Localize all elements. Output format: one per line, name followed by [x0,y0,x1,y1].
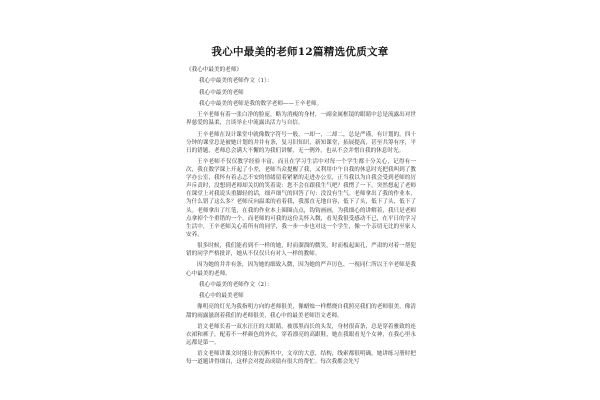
paragraph: 我心中的最美老师 [199,293,244,300]
paragraph: 因为她的井井有条，因为她的细致入微，因为她的严声厉色，一视同仁所以王辛老师是我心中最美的老师。 [186,262,416,277]
paragraph: 我心中最美的老师是我的数学老师——王辛老师。 [199,100,323,107]
document-title: 我心中最美的老师12篇精选优质文章 [211,46,389,58]
paragraph: 王辛老师在设计课堂中就像数字符号一般，一却一，二却二，总是严谨，有计划的。四十分钟的课堂总是被她计划的井井有条，复习旧知识，新知课堂，拓展提高，甚至共筹有序，平日的错题，老师总会满大不懈的为我们讲解，无一例外，也从不会并惜自我的休息时光。 [186,131,416,154]
paragraph: 语文老师长着一双水汪汪的大眼睛，被那黑而长的头发，身材很苗条，总是穿着雅致的连衣裙和裤子，配着不一样颜色的外衣，穿着漂亮的高跟鞋，她在我眼看见个女神，在我心里永远都是第一。 [186,323,416,346]
paragraph: 我心中最美的老师 [199,89,244,96]
paragraph: 像明亮的灯光为我指明方向的老师很美，像蜡烛一样燃烧自我照亮我们的老师很美，像清甜的雨露滋润着我们的老师很美，我心中的最美老师语文老师。 [186,304,416,319]
paragraph: 《我心中最美的老师》 [186,67,242,73]
paragraph: 我心中最美的老师作文（1）： [199,78,273,85]
paragraph: 语文老师讲课文时能让你沉醉其中，文章的大意，结构，线索都很明确，她讲练习册时把每一道题讲得细白，这样会对提高成绩有很大的帮忙。每次我都会先写 [186,351,416,366]
document-body [186,66,416,370]
paragraph: 王辛老师不仅仅教学经验丰富，而且在学习生活中对每一个学生都十分关心，记得有一次，我在数学课上开起了小差，老师当众提醒了我，又利用中午自我的休息时光把我叫到了教学办公室，我怀有着忐忑不安的情绪留着紧紧的走进办公室，正当我以为自我会受到老师的厉声斥责时，没想到老师却关切的笑着说：您不会在跟我生气吧？我愣了一下，突然想起了老师在课堂上对我说头重脚轻的话，细声细气的回答了句：没没有生气。老师拿出了我的作业本，为什么错了这么多？老师反向温柔的看着我，我那直无地自容，低下了头，低下了头，低下了头。老师拿出了红笔，在我的作业本上圈圈点点，钩钩画画，为我细心的讲解着，我只是老师点拿掉个个重错的一个，而老师的可我的这份关怀入微，看见我很受感动不已，在平日的学习生活中，王辛老师关心着所有的同学，我一步一步也对这一个学生，像一个亲切无比的至家人安养。 [186,158,416,238]
paragraph: 很多时候，我们能看到不一样的她，时而溜溜的微笑，时而板起面孔，严肃的对着一帮犯错的同学严格批评，她从不仅仅只有对人一样的教师。 [186,243,416,258]
paragraph: 王辛老师有着一张白净的脸庞，略为消瘦的身材，一副金属框镜的眼睛中总是流露出对世界慈爱的温柔，言谈举止中流露出活力与自信。 [186,112,416,127]
paragraph: 我心中最美的老师作文（2）： [199,281,273,288]
